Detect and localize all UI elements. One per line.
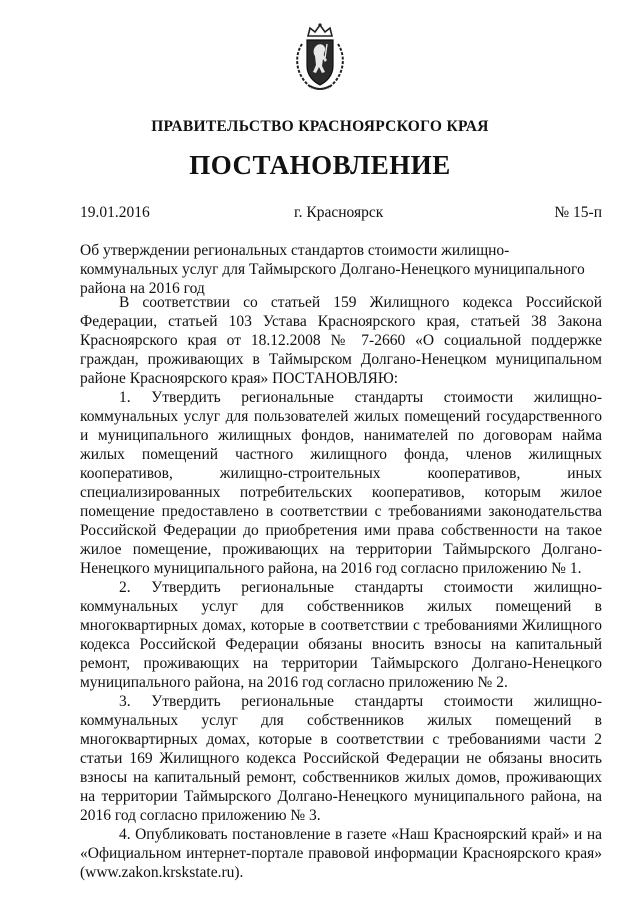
document-date: 19.01.2016 [80,204,150,221]
clause-3-paragraph: 3. Утвердить региональные стандарты стоимости жилищно-коммунальных услуг для собственников жилых помещений в многоквартирных домах, которые в соответствии с требованиями части 2 статьи 169 Жилищного кодекса Российской Федерации не обязаны вносить взносы на капитальный ремонт, собственников жилых домов, проживающих на территории Таймырского Долгано-Ненецкого муниципального района, на 2016 год согласно приложению № 3. [80,693,602,824]
document-body [80,293,602,882]
preamble-paragraph: В соответствии со статьей 159 Жилищного кодекса Российской Федерации, статьей 103 Устава Красноярского края, статьей 38 Закона Красноярского края от 18.12.2008 № 7-2660 «О социальной поддержке граждан, проживающих в Таймырском Долгано-Ненецком муниципальном районе Красноярского края» ПОСТАНОВЛЯЮ: [80,294,602,387]
clause-2-paragraph: 2. Утвердить региональные стандарты стоимости жилищно-коммунальных услуг для собственников жилых помещений в многоквартирных домах, которые в соответствии с требованиями Жилищного кодекса Российской Федерации обязаны вносить взносы на капитальный ремонт, проживающих на территории Таймырского Долгано-Ненецкого муниципального района, на 2016 год согласно приложению № 2. [80,579,602,691]
document-number: № 15-п [554,204,602,221]
coat-of-arms-icon [292,22,348,94]
document-type-title: ПОСТАНОВЛЕНИЕ [189,150,451,180]
document-city: г. Красноярск [294,204,384,221]
government-name: ПРАВИТЕЛЬСТВО КРАСНОЯРСКОГО КРАЯ [151,118,489,135]
document-subject: Об утверждении региональных стандартов стоимости жилищно-коммунальных услуг для Таймырского Долгано-Ненецкого муниципального района на 2016 год [80,242,585,297]
clause-4-paragraph: 4. Опубликовать постановление в газете «Наш Красноярский край» и на «Официальном интернет-портале правовой информации Красноярского края» (www.zakon.krskstate.ru). [80,826,602,881]
clause-1-paragraph: 1. Утвердить региональные стандарты стоимости жилищно-коммунальных услуг для пользователей жилых помещений государственного и муниципального жилищных фондов, нанимателей по договорам найма жилых помещений частного жилищного фонда, членов жилищных кооперативов, жилищно-строительных кооперативов, иных специализированных потребительских кооперативов, которым жилое помещение предоставлено в соответствии с требованиями законодательства Российской Федерации до приобретения ими права собственности на такое жилое помещение, проживающих на территории Таймырского Долгано-Ненецкого муниципального района, на 2016 год согласно приложению № 1. [80,389,602,577]
